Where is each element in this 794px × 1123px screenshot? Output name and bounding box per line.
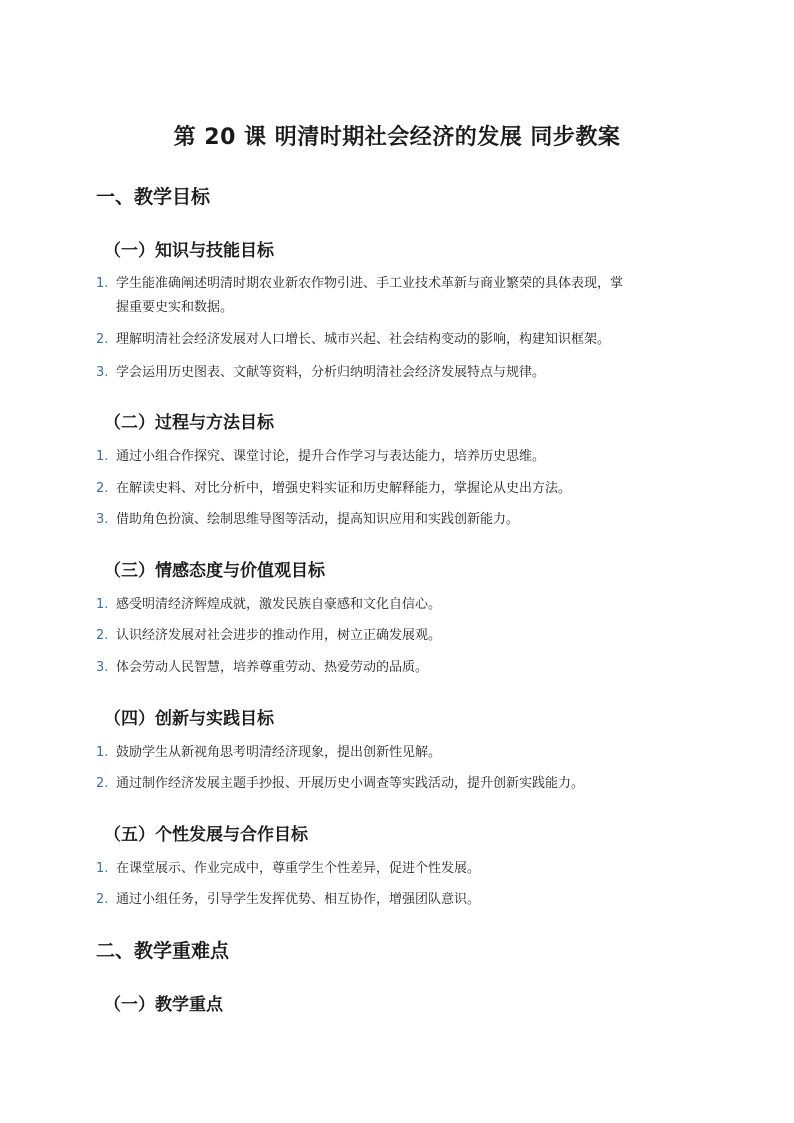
list-item	[96, 888, 696, 912]
subsection-heading-personality: （五）个性发展与合作目标	[104, 825, 308, 845]
item-text: 在课堂展示、作业完成中，尊重学生个性差异，促进个性发展。	[116, 861, 481, 876]
subsection-heading-values: （三）情感态度与价值观目标	[104, 561, 325, 581]
item-number: 2.	[96, 892, 109, 907]
list-item	[96, 656, 696, 680]
list-item	[96, 772, 696, 796]
section-heading-objectives: 一、教学目标	[96, 186, 211, 208]
item-number: 3.	[96, 512, 109, 527]
item-number: 2.	[96, 776, 109, 791]
item-number: 2.	[96, 628, 109, 643]
item-text: 借助角色扮演、绘制思维导图等活动，提高知识应用和实践创新能力。	[116, 512, 520, 527]
list-item	[96, 361, 696, 385]
item-number: 3.	[96, 365, 109, 380]
item-text: 理解明清社会经济发展对人口增长、城市兴起、社会结构变动的影响，构建知识框架。	[116, 332, 611, 347]
item-text: 体会劳动人民智慧，培养尊重劳动、热爱劳动的品质。	[116, 660, 429, 675]
item-text: 学生能准确阐述明清时期农业新农作物引进、手工业技术革新与商业繁荣的具体表现，掌	[116, 276, 624, 291]
list-item	[96, 857, 696, 881]
item-number: 2.	[96, 481, 109, 496]
item-text: 通过小组合作探究、课堂讨论，提升合作学习与表达能力，培养历史思维。	[116, 449, 546, 464]
subsection-heading-key-points: （一）教学重点	[104, 995, 223, 1015]
subsection-heading-innovation: （四）创新与实践目标	[104, 709, 274, 729]
item-text: 学会运用历史图表、文献等资料，分析归纳明清社会经济发展特点与规律。	[116, 365, 546, 380]
list-item	[96, 272, 696, 320]
item-text: 通过制作经济发展主题手抄报、开展历史小调查等实践活动，提升创新实践能力。	[116, 776, 585, 791]
subsection-heading-knowledge: （一）知识与技能目标	[104, 241, 274, 261]
item-text: 在解读史料、对比分析中，增强史料实证和历史解释能力，掌握论从史出方法。	[116, 481, 572, 496]
list-item	[96, 328, 696, 352]
item-number: 2.	[96, 332, 109, 347]
item-text-continued: 握重要史实和数据。	[116, 300, 234, 315]
item-text: 感受明清经济辉煌成就，激发民族自豪感和文化自信心。	[116, 597, 442, 612]
item-text: 通过小组任务，引导学生发挥优势、相互协作，增强团队意识。	[116, 892, 481, 907]
list-item	[96, 593, 696, 617]
list-item	[96, 477, 696, 501]
item-number: 1.	[96, 449, 109, 464]
list-item	[96, 508, 696, 532]
section-heading-key-difficult: 二、教学重难点	[96, 940, 230, 962]
list-item	[96, 741, 696, 765]
item-number: 1.	[96, 861, 109, 876]
item-text: 鼓励学生从新视角思考明清经济现象，提出创新性见解。	[116, 745, 442, 760]
document-title: 第 20 课 明清时期社会经济的发展 同步教案	[173, 125, 621, 150]
item-number: 1.	[96, 276, 109, 291]
item-number: 3.	[96, 660, 109, 675]
item-text: 认识经济发展对社会进步的推动作用，树立正确发展观。	[116, 628, 442, 643]
item-number: 1.	[96, 597, 109, 612]
subsection-heading-process: （二）过程与方法目标	[104, 413, 274, 433]
list-item	[96, 445, 696, 469]
item-number: 1.	[96, 745, 109, 760]
list-item	[96, 624, 696, 648]
